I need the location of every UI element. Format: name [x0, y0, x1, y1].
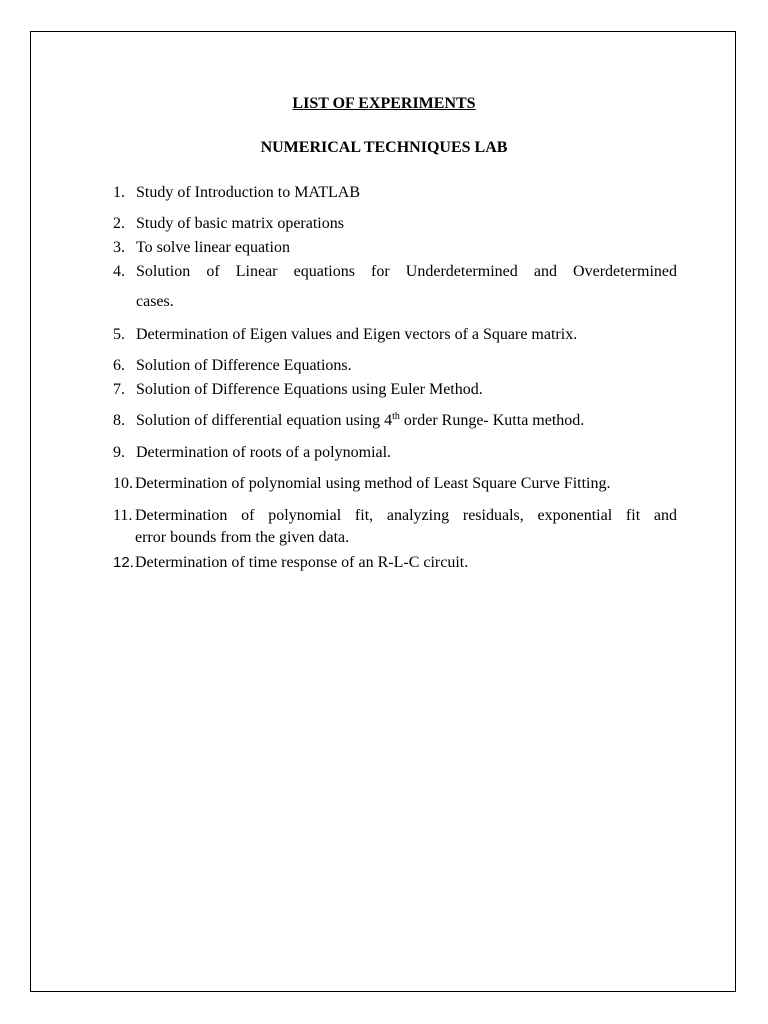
item-text-continuation: cases.: [136, 293, 174, 310]
list-item: [113, 474, 677, 494]
item-number: 1.: [113, 184, 125, 201]
item-number: 4.: [113, 263, 125, 280]
item-number: 3.: [113, 239, 125, 256]
item-text: Determination of roots of a polynomial.: [136, 444, 392, 461]
list-item: [113, 214, 677, 234]
list-item: [113, 325, 677, 345]
list-item: [113, 506, 677, 548]
item-text-continuation: error bounds from the given data.: [135, 529, 350, 546]
ordinal-superscript: th: [392, 411, 400, 422]
document-subtitle: NUMERICAL TECHNIQUES LAB: [260, 139, 508, 156]
item-text: Solution of Difference Equations.: [136, 357, 352, 374]
list-item: [113, 380, 677, 400]
item-number: 9.: [113, 444, 125, 461]
item-text: Determination of polynomial using method of Least Square Curve Fitting.: [135, 475, 611, 492]
item-text: Determination of Eigen values and Eigen vectors of a Square matrix.: [136, 326, 578, 343]
item-text: Determination of polynomial fit, analyzing residuals, exponential fit and: [135, 507, 677, 524]
item-number: 6.: [113, 357, 125, 374]
item-text: Solution of Difference Equations using Euler Method.: [136, 381, 483, 398]
item-number: 12.: [113, 554, 134, 571]
item-number: 11.: [113, 507, 133, 524]
list-item: [113, 411, 677, 431]
list-item: [113, 183, 677, 203]
item-number: 2.: [113, 215, 125, 232]
item-text-part: Solution of differential equation using 4: [136, 412, 393, 429]
item-text: Solution of Linear equations for Underdetermined and Overdetermined: [136, 263, 677, 280]
item-text: Study of Introduction to MATLAB: [136, 184, 360, 201]
item-number: 7.: [113, 381, 125, 398]
document-title: LIST OF EXPERIMENTS: [292, 95, 476, 112]
item-text: [136, 411, 677, 431]
item-text-part: order Runge- Kutta method.: [399, 412, 585, 429]
item-number: 5.: [113, 326, 125, 343]
item-number: 8.: [113, 412, 125, 429]
item-number: 10.: [113, 475, 133, 492]
item-text: Study of basic matrix operations: [136, 215, 344, 232]
item-text: Determination of time response of an R-L-C circuit.: [135, 554, 469, 571]
list-item: [113, 238, 677, 258]
list-item: [113, 262, 677, 312]
item-text: To solve linear equation: [136, 239, 290, 256]
list-item: [113, 553, 677, 573]
list-item: [113, 356, 677, 376]
list-item: [113, 443, 677, 463]
